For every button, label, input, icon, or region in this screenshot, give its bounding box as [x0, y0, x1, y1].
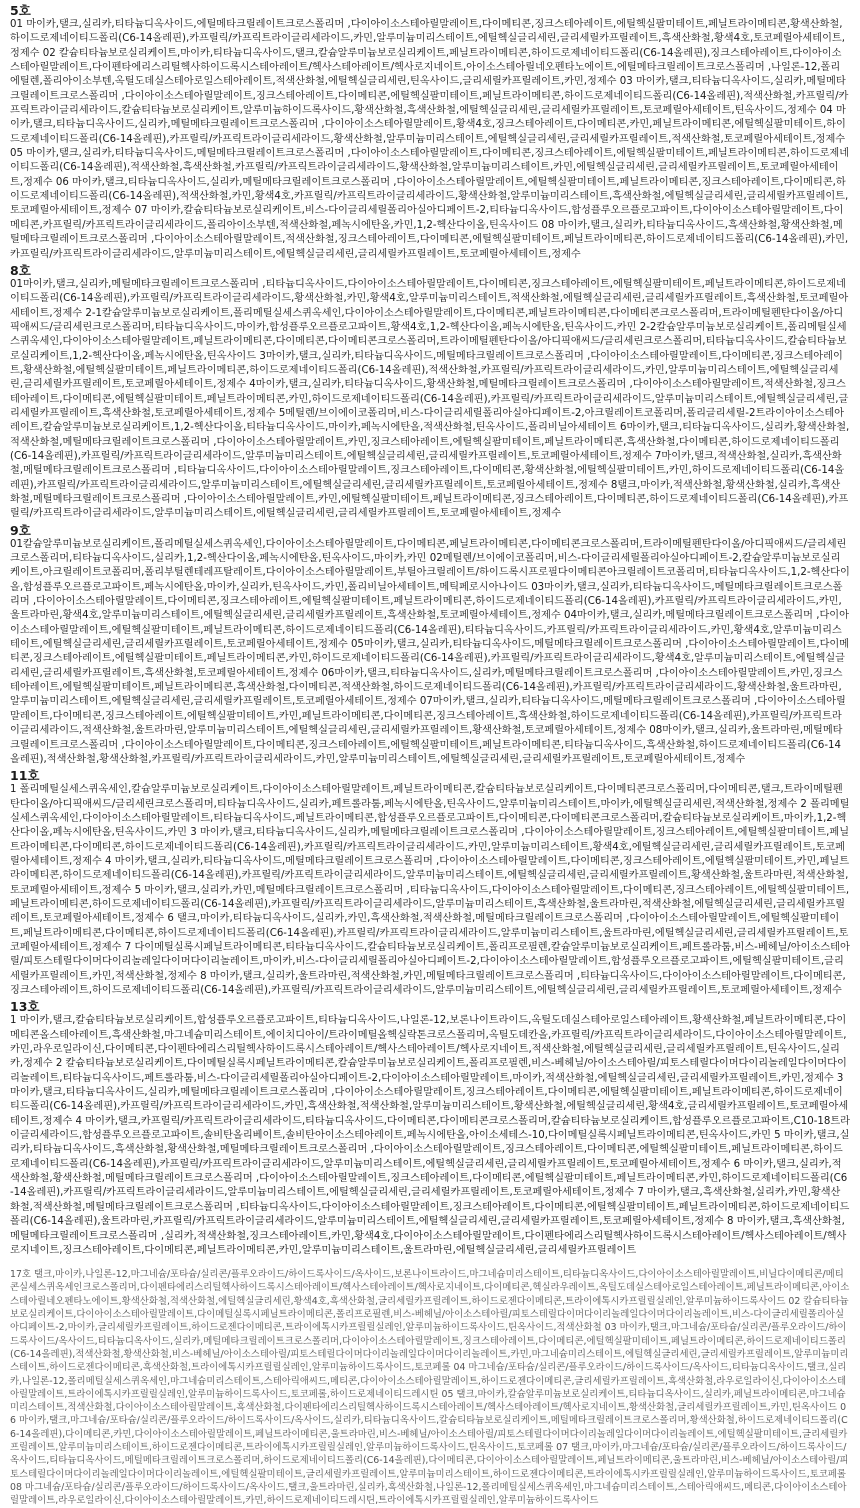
section-heading-5: 5호	[10, 3, 31, 18]
section-text-13: 1 마이카,탤크,칼슘티타늄보로실리케이트,합성플루오르플로고파이트,티타늄디옥사이드,나일론-12,보론나이트라이드,옥틸도데실스테아로일스테아레이트,황색산화철,페닐트라이메티콘,다이메티콘올스테아레이트,흑색산화철,마그네슘미리스테이트,에이치디아이/트라이메틸올헥실락톤크로스폴리머,옥틸도데칸올,카프릴릭/카프릭트라이글리세라이드,다이아이소스테아릴말레이트,카민,라우로일라이신,다이메티콘,다이펜타에리스리틸헥사하이드록시스테아레이트/헥사스테아레이트/헥사로지네이트,적색산화철,에틸헥실글리세린,글리세릴카프릴레이트,틴옥사이드,실리카,정제수 2 칼슘티타늄보로실리케이트,다이메틸실록시페닐트라이메티콘,칼슘알루미늄보로실리케이트,폴리프로필렌,비스-베헤닐/아이소스테아릴/피토스테릴다이머다이리놀레일다이머다이리놀레이트,티타늄디옥사이드,페트롤라툼,비스-다이글리세릴폴리아실아디페이트-2,다이아이소스테아릴말레이트,마이카,적색산화철,에틸헥실글리세린,글리세릴카프릴레이트,카민,정제수 3 마이카,탤크,티타늄디옥사이드,실리카,메틸메타크릴레이트크로스폴리머 ,다이아이소스테아릴말레이트,징크스테아레이트,다이메티콘,에틸헥실팔미테이트,페닐트라이메티콘,하이드로제네이티드폴리(C6-14올레핀),카프릴릭/카프릭트라이글리세라이드,카민,흑색산화철,적색산화철,알루미늄미리스테이트,황색산화철,에틸헥실글리세린,황색4호,글리세릴카프릴레이트,토코페릴아세테이트,정제수 4 마이카,탤크,카프릴릭/카프릭트라이글리세라이드,티타늄디옥사이드,다이메티콘,다이메티콘크로스폴리머,칼슘티타늄보로실리케이트,합성플루오르플로고파이트,C10-18트라이글리세라이드,합성플루오르플로고파이트,솔비탄올리베이트,솔비탄아이소스테아레이트,페녹시에탄올,아이소세테스-10,다이메틸실록시페닐트라이메티콘,틴옥사이드,카민 5 마이카,탤크,실리카,티타늄디옥사이드,흑색산화철,황색산화철,메틸메타크릴레이트크로스폴리머 ,다이아이소스테아릴말레이트,징크스테아레이트,다이메티콘,에틸헥실팔미테이트,페닐트라이메티콘,하이드로제네이티드폴리(C6-14올레핀),카프릴릭/카프릭트라이글리세라이드,알루미늄미리스테이트,에틸헥실글리세린,글리세릴카프릴레이트,토코페릴아세테이트,정제수 6 마이카,탤크,실리카,적색산화철,황색산화철,메틸메타크릴레이트크로스폴리머 ,다이아이소스테아릴말레이트,징크스테아레이트,다이메티콘,에틸헥실팔미테이트,페닐트라이메티콘,카민,하이드로제네이티드폴리(C6-14올레핀),카프릴릭/카프릭트라이글리세라이드,알루미늄미리스테이트,에틸헥실글리세린,글리세릴카프릴레이트,토코페릴아세테이트,정제수 7 마이카,탤크,흑색산화철,실리카,카민,황색산화철,적색산화철,메틸메타크릴레이트크로스폴리머 ,티타늄디옥사이드,다이아이소스테아릴말레이트,징크스테아레이트,다이메티콘,에틸헥실팔미테이트,페닐트라이메티콘,하이드로제네이티드폴리(C6-14올레핀),울트라마린,카프릴릭/카프릭트라이글리세라이드,알루미늄미리스테이트,에틸헥실글리세린,글리세릴카프릴레이트,토코페릴아세테이트,정제수 8 마이카,탤크,흑색산화철,메틸메타크릴레이트크로스폴리머 ,실리카,적색산화철,징크스테아레이트,카민,황색4호,다이아이소스테아릴말레이트,다이펜타에리스리틸헥사하이드록시스테아레이트/헥사스테아레이트/헥사로지네이트,징크스테아레이트,다이메티콘,페닐트라이메티콘,카민,알루미늄미리스테이트,울트라마린,에틸헥실글리세린,글리세릴카프릴레이트	[10, 1015, 851, 1256]
section-text-11: 1 폴리메틸실세스퀴옥세인,칼슘알루미늄보로실리케이트,다이아이소스테아릴말레이트,페닐트라이메티콘,칼슘티타늄보로실리케이트,다이메티콘크로스폴리머,다이메티콘,탤크,트라이메틸펜탄다이올/아디픽애씨드/글리세린크로스폴리머,티타늄디옥사이드,실리카,페트롤라툼,페녹시에탄올,틴옥사이드,알루미늄미리스테이트,마이카,에틸헥실글리세린,적색산화철,정제수 2 폴리메틸실세스퀴옥세인,다이아이소스테아릴말레이트,티타늄디옥사이드,페닐트라이메티콘,합성플루오르플로고파이트,다이메티콘,다이메티콘크로스폴리머,칼슘티타늄보로실리케이트,마이카,1,2-헥산다이올,페녹시에탄올,틴옥사이드,카민 3 마이카,탤크,티타늄디옥사이드,실리카,메틸메타크릴레이트크로스폴리머 ,다이아이소스테아릴말레이트,징크스테아레이트,에틸헥실팔미테이트,페닐트라이메티콘,다이메티콘,하이드로제네이티드폴리(C6-14올레핀),카프릴릭/카프릭트라이글리세라이드,카민,알루미늄미리스테이트,황색4호,에틸헥실글리세린,글리세릴카프릴레이트,토코페릴아세테이트,정제수 4 마이카,탤크,실리카,티타늄디옥사이드,메틸메타크릴레이트크로스폴리머 ,다이아이소스테아릴말레이트,다이메티콘,징크스테아레이트,에틸헥실팔미테이트,카민,페닐트라이메티콘,하이드로제네이티드폴리(C6-14올레핀),카프릴릭/카프릭트라이글리세라이드,알루미늄미리스테이트,에틸헥실글리세린,글리세릴카프릴레이트,황색산화철,울트라마린,적색산화철,토코페릴아세테이트,정제수 5 마이카,탤크,실리카,카민,메틸메타크릴레이트크로스폴리머 ,티타늄디옥사이드,다이아이소스테아릴말레이트,다이메티콘,징크스테아레이트,에틸헥실팔미테이트,페닐트라이메티콘,하이드로제네이티드폴리(C6-14올레핀),카프릴릭/카프릭트라이글리세라이드,알루미늄미리스테이트,흑색산화철,울트라마린,적색산화철,에틸헥실글리세린,글리세릴카프릴레이트,토코페릴아세테이트,정제수 6 탤크,마이카,티타늄디옥사이드,실리카,카민,흑색산화철,적색산화철,메틸메타크릴레이트크로스폴리머 ,다이아이소스테아릴말레이트,에틸헥실팔미테이트,페닐트라이메티콘,다이메티콘,하이드로제네이티드폴리(C6-14올레핀),카프릴릭/카프릭트라이글리세라이드,알루미늄미리스테이트,울트라마린,에틸헥실글리세린,글리세릴카프릴레이트,토코페릴아세테이트,정제수 7 다이메틸실록시페닐트라이메티콘,티타늄디옥사이드,칼슘티타늄보로실리케이트,폴리프로필렌,칼슘알루미늄보로실리케이트,페트롤라툼,비스-베헤닐/아이소스테아릴/피토스테릴다이머다이리놀레일다이머다이리놀레이트,마이카,비스-다이글리세릴폴리아실아디페이트-2,다이아이소스테아릴말레이트,합성플루오르플로고파이트,에틸헥실팔미테이트,글리세릴카프릴레이트,카민,적색산화철,정제수 8 마이카,탤크,실리카,울트라마린,적색산화철,카민,메틸메타크릴레이트크로스폴리머 ,티타늄디옥사이드,다이아이소스테아릴말레이트,다이메티콘,징크스테아레이트,하이드로제네이티드폴리(C6-14올레핀),카프릴릭/카프릭트라이글리세라이드,알루미늄미리스테이트,에틸헥실글리세린,글리세릴카프릴레이트,토코페릴아세테이트,정제수	[10, 784, 850, 996]
section-spacer	[10, 1258, 850, 1268]
section-heading-9: 9호	[10, 522, 31, 538]
section-heading-11: 11호	[10, 768, 40, 784]
section-text-5: 01 마이카,탤크,실리카,티타늄디옥사이드,에틸메타크릴레이트크로스폴리머 ,다이아이소스테아릴말레이트,다이메티콘,징크스테아레이트,에틸헥실팔미테이트,페닐트라이메티콘,황색산화철,하이드로제네이티드폴리(C6-14올레핀),카프릴릭/카프릭트라이글리세라이드,카민,알루미늄미리스테이트,에틸헥실글리세린,글리세릴카프릴레이트,흑색산화철,황색4호,토코페릴아세테이트,정제수 02 칼슘티타늄보로실리케이트,마이카,티타늄디옥사이드,탤크,칼슘알루미늄보로실리케이트,페닐트라이메티콘,하이드로제네이티드폴리(C6-14올레핀),징크스테아레이트,다이아이소스테아릴말레이트,다이펜타에리스리틸헥사하이드록시스테아레이트/헥사스테아레이트/헥사로지네이트,아이소스테아릴네오펜타노에이트,에틸메타크릴레이트크로스폴리머 ,나일론-12,폴리에틸렌,폴리아이소부텐,옥틸도데실스테아로일스테아레이트,적색산화철,에틸헥실글리세린,틴옥사이드,글리세릴카프릴레이트,카민,정제수 03 마이카,탤크,티타늄디옥사이드,실리카,메틸메타크릴레이트크로스폴리머 ,다이아이소스테아릴말레이트,징크스테아레이트,다이메티콘,에틸헥실팔미테이트,페닐트라이메티콘,하이드로제네이티드폴리(C6-14올레핀),적색산화철,카프릴릭/카프릭트라이글리세라이드,칼슘티타늄보로실리케이트,알루미늄하이드록사이드,황색산화철,흑색산화철,에틸헥실글리세린,글리세릴카프릴레이트,토코페릴아세테이트,틴옥사이드,정제수 04 마이카,탤크,티타늄디옥사이드,실리카,메틸메타크릴레이트크로스폴리머 ,다이아이소스테아릴말레이트,황색4호,징크스테아레이트,다이메티콘,카민,페닐트라이메티콘,에틸헥실팔미테이트,하이드로제네이티드폴리(C6-14올레핀),카프릴릭/카프릭트라이글리세라이드,황색산화철,알루미늄미리스테이트,에틸헥실글리세린,글리세릴카프릴레이트,적색산화철,토코페릴아세테이트,정제수 05 마이카,탤크,실리카,티타늄디옥사이드,메틸메타크릴레이트크로스폴리머 ,다이아이소스테아릴말레이트,다이메티콘,징크스테아레이트,에틸헥실팔미테이트,페닐트라이메티콘,하이드로제네이티드폴리(C6-14올레핀),적색산화철,흑색산화철,카프릴릭/카프릭트라이글리세라이드,황색산화철,알루미늄미리스테이트,카민,에틸헥실글리세린,글리세릴카프릴레이트,토코페릴아세테이트,정제수 06 마이카,탤크,티타늄디옥사이드,실리카,메틸메타크릴레이트크로스폴리머 ,다이아이소스테아릴말레이트,에틸헥실팔미테이트,페닐트라이메티콘,징크스테아레이트,다이메티콘,하이드로제네이티드폴리(C6-14올레핀),적색산화철,카민,황색4호,카프릴릭/카프릭트라이글리세라이드,황색산화철,알루미늄미리스테이트,흑색산화철,에틸헥실글리세린,글리세릴카프릴레이트,토코페릴아세테이트,정제수 07 마이카,칼슘티타늄보로실리케이트,비스-다이글리세릴폴리아실아디페이트-2,티타늄디옥사이드,합성플루오르플로고파이트,다이아이소스테아릴말레이트,다이메티콘,카프릴릭/카프릭트라이글리세라이드,폴리아이소부텐,적색산화철,페녹시에탄올,카민,1,2-헥산다이올,틴옥사이드 08 마이카,탤크,실리카,티타늄디옥사이드,흑색산화철,황색산화철,메틸메타크릴레이트크로스폴리머 ,다이아이소스테아릴말레이트,적색산화철,징크스테아레이트,다이메티콘,에틸헥실팔미테이트,페닐트라이메티콘,하이드로제네이티드폴리(C6-14올레핀),카민,카프릴릭/카프릭트라이글리세라이드,알루미늄미리스테이트,에틸헥실글리세린,글리세릴카프릴레이트,토코페릴아세테이트,정제수	[10, 19, 850, 260]
section-text-9: 01칼슘알루미늄보로실리케이트,폴리메틸실세스퀴옥세인,다이아이소스테아릴말레이트,다이메티콘,페닐트라이메티콘,다이메티콘크로스폴리머,트라이메틸펜탄다이올/아디픽애씨드/글리세린크로스폴리머,티타늄디옥사이드,실리카,1,2-헥산다이올,페녹시에탄올,틴옥사이드,마이카,카민 02메틸렌/브이에이코폴리머,비스-다이글리세릴폴리아실아디페이트-2,칼슘알루미늄보로실리케이트,아크릴레이트코폴리머,폴리부틸렌테레프탈레이트,다이아이소스테아릴말레이트,부틸아크릴레이트/하이드록시프로필다이메티콘아크릴레이트코폴리머,티타늄디옥사이드,1,2-헥산다이올,합성플루오르플로고파이트,페녹시에탄올,마이카,실리카,틴옥사이드,카민,폴리비닐아세테이트,메틱페로시아나이드 03마이카,탤크,실리카,티타늄디옥사이드,메틸메타크릴레이트크로스폴리머 ,다이아이소스테아릴말레이트,다이메티콘,징크스테아레이트,에틸헥실팔미테이트,페닐트라이메티콘,하이드로제네이티드폴리(C6-14올레핀),카프릴릭/카프릭트라이글리세라이드,카민,울트라마린,황색4호,알루미늄미리스테이트,에틸헥실글리세린,글리세릴카프릴레이트,흑색산화철,토코페릴아세테이트,정제수 04마이카,탤크,실리카,메틸메타크릴레이트크로스폴리머 ,다이아이소스테아릴말레이트,에틸헥실팔미테이트,페닐트라이메티콘,하이드로제네이티드폴리(C6-14올레핀),티타늄디옥사이드,카프릴릭/카프릭트라이글리세라이드,카민,황색4호,알루미늄미리스테이트,에틸헥실글리세린,글리세릴카프릴레이트,토코페릴아세테이트,정제수 05마이카,탤크,실리카,티타늄디옥사이드,메틸메타크릴레이트크로스폴리머 ,다이아이소스테아릴말레이트,다이메티콘,징크스테아레이트,에틸헥실팔미테이트,페닐트라이메티콘,카민,하이드로제네이티드폴리(C6-14올레핀),카프릴릭/카프릭트라이글리세라이드,황색4호,알루미늄미리스테이트,에틸헥실글리세린,글리세릴카프릴레이트,흑색산화철,토코페릴아세테이트,정제수 06마이카,탤크,티타늄디옥사이드,실리카,메틸메타크릴레이트크로스폴리머 ,다이아이소스테아릴말레이트,카민,징크스테아레이트,에틸헥실팔미테이트,페닐트라이메티콘,흑색산화철,다이메티콘,적색산화철,하이드로제네이티드폴리(C6-14올레핀),카프릴릭/카프릭트라이글리세라이드,황색산화철,울트라마린,알루미늄미리스테이트,에틸헥실글리세린,글리세릴카프릴레이트,토코페릴아세테이트,정제수 07마이카,탤크,실리카,티타늄디옥사이드,메틸메타크릴레이트크로스폴리머 ,다이아이소스테아릴말레이트,다이메티콘,징크스테아레이트,에틸헥실팔미테이트,카민,페닐트라이메티콘,다이메티콘,징크스테아레이트,흑색산화철,하이드로제네이티드폴리(C6-14올레핀),카프릴릭/카프릭트라이글리세라이드,적색산화철,울트라마린,알루미늄미리스테이트,에틸헥실글리세린,글리세릴카프릴레이트,황색산화철,토코페릴아세테이트,정제수 08마이카,탤크,실리카,울트라마린,메틸메타크릴레이트크로스폴리머 ,다이아이소스테아릴말레이트,다이메티콘,징크스테아레이트,에틸헥실팔미테이트,페닐트라이메티콘,티타늄디옥사이드,흑색산화철,하이드로제네이티드폴리(C6-14올레핀),적색산화철,황색산화철,카프릴릭/카프릭트라이글리세라이드,카민,알루미늄미리스테이트,에틸헥실글리세린,글리세릴카프릴레이트,토코페릴아세테이트,정제수	[10, 538, 850, 765]
section-heading-8: 8호	[10, 262, 31, 278]
section-heading-13: 13호	[10, 999, 40, 1015]
section-text-8: 01마이카,탤크,실리카,메틸메타크릴레이트크로스폴리머 ,티타늄디옥사이드,다이아이소스테아릴말레이트,다이메티콘,징크스테아레이트,에틸헥실팔미테이트,페닐트라이메티콘,하이드로제네이티드폴리(C6-14올레핀),카프릴릭/카프릭트라이글리세라이드,황색산화철,카민,황색4호,알루미늄미리스테이트,적색산화철,에틸헥실글리세린,글리세릴카프릴레이트,흑색산화철,토코페릴아세테이트,정제수 2-1칼슘알루미늄보로실리케이트,폴리메틸실세스퀴옥세인,다이아이소스테아릴말레이트,다이메티콘,페닐트라이메티콘,다이메티콘크로스폴리머,트라이메틸펜탄다이올/아디픽애씨드/글리세린크로스폴리머,티타늄디옥사이드,마이카,합성플루오르플로고파이트,황색4호,1,2-헥산다이올,페녹시에탄올,틴옥사이드,카민 2-2칼슘알루미늄보로실리케이트,폴리메틸실세스퀴옥세인,다이아이소스테아릴말레이트,페닐트라이메티콘,다이메티콘,다이메티콘크로스폴리머,트라이메틸펜탄다이올/아디픽애씨드/글리세린크로스폴리머,티타늄디옥사이드,칼슘티타늄보로실리케이트,1,2-헥산다이올,페녹시에탄올,틴옥사이드 3마이카,탤크,실리카,티타늄디옥사이드,메틸메타크릴레이트크로스폴리머 ,다이아이소스테아릴말레이트,다이메티콘,징크스테아레이트,황색산화철,에틸헥실팔미테이트,페닐트라이메티콘,하이드로제네이티드폴리(C6-14올레핀),적색산화철,카프릴릭/카프릭트라이글리세라이드,카민,알루미늄미리스테이트,에틸헥실글리세린,글리세릴카프릴레이트,토코페릴아세테이트,정제수 4마이카,탤크,실리카,티타늄디옥사이드,황색산화철,메틸메타크릴레이트크로스폴리머 ,다이아이소스테아릴말레이트,적색산화철,징크스테아레이트,다이메티콘,에틸헥실팔미테이트,페닐트라이메티콘,카민,하이드로제네이티드폴리(C6-14올레핀),카프릴릭/카프릭트라이글리세라이드,알루미늄미리스테이트,에틸헥실글리세린,글리세릴카프릴레이트,흑색산화철,토코페릴아세테이트,정제수 5메틸렌/브이에이코폴리머,비스-다이글리세릴폴리아실아디페이트-2,아크릴레이트코폴리머,폴리글리세릴-2트라이아이소스테아레이트,칼슘알루미늄보로실리케이트,1,2-헥산다이올,티타늄디옥사이드,마이카,페녹시에탄올,적색산화철,틴옥사이드,폴리비닐아세테이트 6마이카,탤크,티타늄디옥사이드,실리카,황색산화철,적색산화철,메틸메타크릴레이트크로스폴리머 ,다이아이소스테아릴말레이트,카민,징크스테아레이트,에틸헥실팔미테이트,페닐트라이메티콘,흑색산화철,다이메티콘,하이드로제네이티드폴리(C6-14올레핀),카프릴릭/카프릭트라이글리세라이드,알루미늄미리스테이트,에틸헥실글리세린,글리세릴카프릴레이트,토코페릴아세테이트,정제수 7마이카,탤크,적색산화철,실리카,흑색산화철,메틸메타크릴레이트크로스폴리머 ,티타늄디옥사이드,다이아이소스테아릴말레이트,징크스테아레이트,다이메티콘,황색산화철,에틸헥실팔미테이트,카민,하이드로제네이티드폴리(C6-14올레핀),카프릴릭/카프릭트라이글리세라이드,알루미늄미리스테이트,에틸헥실글리세린,글리세릴카프릴레이트,토코페릴아세테이트,정제수 8탤크,마이카,적색산화철,황색산화철,실리카,흑색산화철,메틸메타크릴레이트크로스폴리머 ,다이아이소스테아릴말레이트,카민,에틸헥실팔미테이트,페닐트라이메티콘,징크스테아레이트,다이메티콘,하이드로제네이티드폴리(C6-14올레핀),카프릴릭/카프릭트라이글리세라이드,알루미늄미리스테이트,에틸헥실글리세린,글리세릴카프릴레이트,토코페릴아세테이트,정제수	[10, 278, 850, 520]
section-text-17: 17호 탤크,마이카,나일론-12,마그네슘/포타슘/실리콘/플루오라이드/하이드록사이드/옥사이드,보론나이트라이드,마그네슘미리스테이트,티타늄디옥사이드,다이아이소스테아릴말레이트,비닐다이메티콘/메티콘실세스퀴옥세인크로스폴리머,다이펜타에리스리틸헥사하이드록시스테아레이트/헥사스테아레이트/헥사로지네이트,다이메티콘,헥실라우레이트,옥틸도데실스테아로일스테아레이트,페닐트라이메티콘,아이소스테아릴네오펜타노에이트,황색산화철,적색산화철,에틸헥실글리세린,황색4호,흑색산화철,글리세릴카프릴레이트,하이드로젠다이메티콘,트라이에톡시카프릴릴실레인,알루미늄하이드록사이드 02 칼슘티타늄보로실리케이트,다이아이소스테아릴말레이트,다이메틸실록시페닐트라이메티콘,폴리프로필렌,비스-베헤닐/아이소스테아릴/피토스테릴다이머다이리놀레일다이머다이리놀레이트,비스-다이글리세릴폴리아실아디페이트-2,마이카,글리세릴카프릴레이트,하이드로젠다이메티콘,트라이에톡시카프릴릴실레인,알루미늄하이드록사이드,틴옥사이드,적색산화철 03 마이카,탤크,마그네슘/포타슘/실리콘/플루오라이드/하이드록사이드/옥사이드,티타늄디옥사이드,실리카,메틸메타크릴레이트크로스폴리머,다이아이소스테아릴말레이트,징크스테아레이트,다이메티콘,에틸헥실팔미테이트,페닐트라이메티콘,하이드로제네이티드폴리(C6-14올레핀),적색산화철,황색산화철,비스-베헤닐/아이소스테아릴/피토스테릴다이머다이리놀레일다이머다이리놀레이트,카민,마그네슘미리스테이트,에틸헥실글리세린,글리세릴카프릴레이트,알루미늄미리스테이트,하이드로젠다이메티콘,흑색산화철,트라이에톡시카프릴릴실레인,알루미늄하이드록사이드,토코페롤 04 마그네슘/포타슘/실리콘/플루오라이드/하이드록사이드/옥사이드,티타늄디옥사이드,탤크,실리카,나일론-12,폴리메틸실세스퀴옥세인,마그네슘미리스테이트,스테아릭애씨드,메티콘,다이아이소스테아릴말레이트,하이드로젠다이메티콘,글리세릴카프릴레이트,흑색산화철,라우로일라이신,다이아이소스테아릴말레이트,트라이에톡시카프릴릴실레인,알루미늄하이드록사이드,토코페롤,하이드로제네이티드레시틴 05 탤크,마이카,칼슘알루미늄보로실리케이트,티타늄디옥사이드,실리카,페닐트라이메티콘,마그네슘미리스테이트,적색산화철,다이아이소스테아릴말레이트,흑색산화철,다이펜타에리스리틸헥사하이드록시스테아레이트/헥사스테아레이트/헥사로지네이트,황색산화철,글리세릴카프릴레이트,카민,틴옥사이드 06 마이카,탤크,마그네슘/포타슘/실리콘/플루오라이드/하이드록사이드/옥사이드,실리카,티타늄디옥사이드,칼슘티타늄보로실리케이트,메틸메타크릴레이트크로스폴리머,황색산화철,하이드로제네이티드폴리(C6-14올레핀),다이메티콘,카민,다이아이소스테아릴말레이트,페닐트라이메티콘,울트라마린,비스-베헤닐/아이소스테아릴/피토스테릴다이머다이리놀레일다이머다이리놀레이트,에틸헥실팔미테이트,글리세릴카프릴레이트,알루미늄미리스테이트,하이드로젠다이메티콘,트라이에톡시카프릴릴실레인,알루미늄하이드록사이드,틴옥사이드,토코페롤 07 탤크,마이카,마그네슘/포타슘/실리콘/플루오라이드/하이드록사이드/옥사이드,티타늄디옥사이드,메틸메타크릴레이트크로스폴리머,하이드로제네이티드폴리(C6-14올레핀),다이메티콘,다이아이소스테아릴말레이트,페닐트라이메티콘,울트라마린,비스-베헤닐/아이소스테아릴/피토스테릴다이머다이리놀레일다이머다이리놀레이트,에틸헥실팔미테이트,글리세릴카프릴레이트,알루미늄미리스테이트,하이드로젠다이메티콘,트라이에톡시카프릴릴실레인,알루미늄하이드록사이드,토코페롤 08 마그네슘/포타슘/실리콘/플루오라이드/하이드록사이드/옥사이드,탤크,울트라마린,실리카,흑색산화철,나일론-12,폴리메틸실세스퀴옥세인,마그네슘미리스테이트,스테아릭애씨드,메티콘,다이아이소스테아릴말레이트,라우로일라이신,다이아이소스테아릴말레이트,카민,하이드로제네이티드레시틴,트라이에톡시카프릴릴실레인,알루미늄하이드록사이드	[10, 1269, 850, 1507]
